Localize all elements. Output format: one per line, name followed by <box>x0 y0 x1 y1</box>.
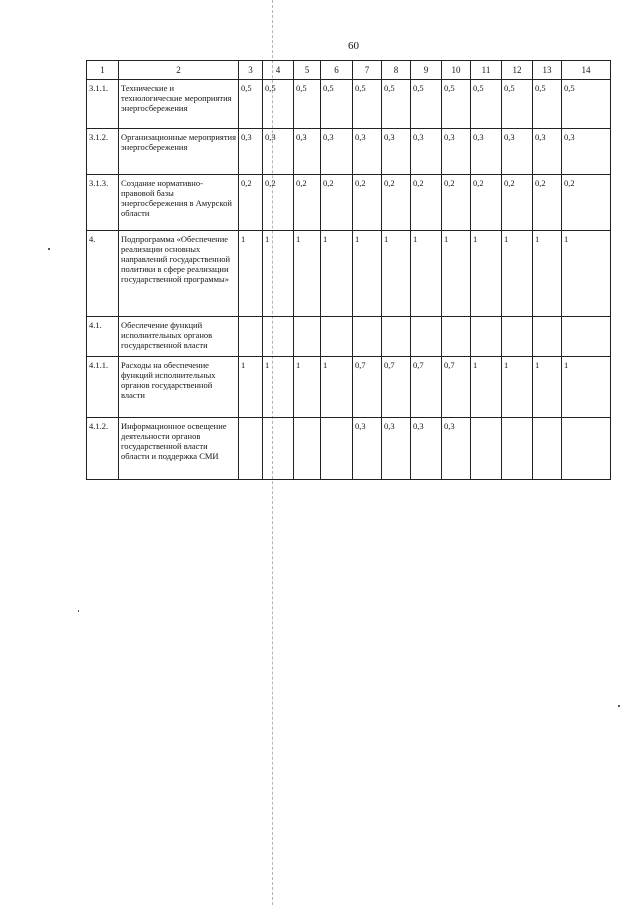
row-value: 0,3 <box>411 129 442 175</box>
row-code: 4.1.2. <box>87 418 119 480</box>
column-header: 3 <box>239 61 263 80</box>
row-value <box>239 317 263 357</box>
column-header: 1 <box>87 61 119 80</box>
row-value: 0,5 <box>321 80 353 129</box>
row-value: 1 <box>239 231 263 317</box>
row-value <box>239 418 263 480</box>
row-value: 0,2 <box>562 175 611 231</box>
row-value: 0,7 <box>382 357 411 418</box>
column-header: 8 <box>382 61 411 80</box>
row-value: 0,7 <box>353 357 382 418</box>
row-value: 0,3 <box>294 129 321 175</box>
row-value: 1 <box>533 231 562 317</box>
row-code: 3.1.3. <box>87 175 119 231</box>
row-value: 0,3 <box>353 129 382 175</box>
row-value: 0,2 <box>471 175 502 231</box>
row-value: 0,5 <box>471 80 502 129</box>
data-table <box>86 60 611 480</box>
scan-speck <box>78 610 79 612</box>
row-value: 0,3 <box>239 129 263 175</box>
row-code: 3.1.1. <box>87 80 119 129</box>
row-value: 1 <box>502 231 533 317</box>
row-value <box>411 317 442 357</box>
row-value: 0,7 <box>442 357 471 418</box>
row-code: 3.1.2. <box>87 129 119 175</box>
row-value <box>382 317 411 357</box>
row-name: Расходы на обеспечение функций исполнительных органов государственной власти <box>119 357 239 418</box>
row-value: 0,3 <box>411 418 442 480</box>
column-header: 4 <box>263 61 294 80</box>
row-value: 1 <box>263 231 294 317</box>
row-value: 0,7 <box>411 357 442 418</box>
row-value: 0,3 <box>442 418 471 480</box>
row-value <box>562 317 611 357</box>
row-value: 0,2 <box>411 175 442 231</box>
row-value: 1 <box>442 231 471 317</box>
column-header: 11 <box>471 61 502 80</box>
row-value: 0,2 <box>442 175 471 231</box>
row-value: 1 <box>321 231 353 317</box>
row-name: Информационное освещение деятельности органов государственной власти области и поддержка СМИ <box>119 418 239 480</box>
row-value: 1 <box>533 357 562 418</box>
column-header: 5 <box>294 61 321 80</box>
row-name: Организационные мероприятия энергосбережения <box>119 129 239 175</box>
row-value: 0,2 <box>353 175 382 231</box>
row-value: 1 <box>562 357 611 418</box>
row-value: 0,3 <box>502 129 533 175</box>
row-value: 1 <box>239 357 263 418</box>
row-value: 0,5 <box>294 80 321 129</box>
row-value: 1 <box>471 231 502 317</box>
row-value: 1 <box>502 357 533 418</box>
row-value: 0,5 <box>562 80 611 129</box>
row-value: 0,2 <box>382 175 411 231</box>
row-name: Технические и технологические мероприятия энергосбережения <box>119 80 239 129</box>
row-value: 0,3 <box>382 129 411 175</box>
row-value: 0,5 <box>239 80 263 129</box>
row-value <box>321 418 353 480</box>
column-header: 2 <box>119 61 239 80</box>
table-row <box>87 80 611 129</box>
row-value <box>502 317 533 357</box>
row-value: 0,5 <box>411 80 442 129</box>
row-value: 1 <box>411 231 442 317</box>
row-value <box>263 317 294 357</box>
row-value <box>533 418 562 480</box>
row-value <box>562 418 611 480</box>
row-value <box>353 317 382 357</box>
scan-speck <box>48 248 50 250</box>
row-code: 4.1.1. <box>87 357 119 418</box>
table-row <box>87 231 611 317</box>
row-value: 1 <box>294 357 321 418</box>
scan-speck <box>618 705 620 707</box>
row-value <box>471 418 502 480</box>
table-header-row <box>87 61 611 80</box>
row-value: 0,5 <box>502 80 533 129</box>
column-header: 14 <box>562 61 611 80</box>
row-value: 0,3 <box>533 129 562 175</box>
row-value <box>294 418 321 480</box>
row-value: 0,3 <box>321 129 353 175</box>
row-value: 1 <box>294 231 321 317</box>
row-value: 0,3 <box>562 129 611 175</box>
row-value: 0,5 <box>442 80 471 129</box>
row-value: 0,3 <box>471 129 502 175</box>
row-name: Создание нормативно-правовой базы энергосбережения в Амурской области <box>119 175 239 231</box>
row-value: 0,3 <box>353 418 382 480</box>
table-row <box>87 317 611 357</box>
row-name: Подпрограмма «Обеспечение реализации основных направлений государственной политики в сфере реализации государственной программы» <box>119 231 239 317</box>
row-value: 1 <box>382 231 411 317</box>
row-value <box>294 317 321 357</box>
row-value <box>471 317 502 357</box>
column-header: 7 <box>353 61 382 80</box>
row-value: 0,2 <box>533 175 562 231</box>
row-value: 0,3 <box>263 129 294 175</box>
row-value: 0,3 <box>442 129 471 175</box>
table-row <box>87 129 611 175</box>
row-value: 1 <box>353 231 382 317</box>
column-header: 10 <box>442 61 471 80</box>
column-header: 9 <box>411 61 442 80</box>
row-value: 1 <box>263 357 294 418</box>
column-header: 12 <box>502 61 533 80</box>
row-value: 0,2 <box>239 175 263 231</box>
row-value: 0,5 <box>382 80 411 129</box>
table-body <box>87 61 611 480</box>
row-value: 0,2 <box>263 175 294 231</box>
table-row <box>87 175 611 231</box>
column-header: 6 <box>321 61 353 80</box>
row-value: 0,5 <box>353 80 382 129</box>
column-header: 13 <box>533 61 562 80</box>
row-value: 1 <box>321 357 353 418</box>
row-value: 1 <box>562 231 611 317</box>
row-value: 1 <box>471 357 502 418</box>
row-value <box>442 317 471 357</box>
row-value <box>533 317 562 357</box>
row-name: Обеспечение функций исполнительных органов государственной власти <box>119 317 239 357</box>
row-value <box>263 418 294 480</box>
page-number: 60 <box>348 40 359 52</box>
row-code: 4.1. <box>87 317 119 357</box>
row-value: 0,2 <box>321 175 353 231</box>
row-value: 0,3 <box>382 418 411 480</box>
table-row <box>87 357 611 418</box>
row-value <box>321 317 353 357</box>
row-value: 0,5 <box>263 80 294 129</box>
row-value: 0,2 <box>502 175 533 231</box>
row-value: 0,2 <box>294 175 321 231</box>
row-value: 0,5 <box>533 80 562 129</box>
table-row <box>87 418 611 480</box>
row-code: 4. <box>87 231 119 317</box>
row-value <box>502 418 533 480</box>
